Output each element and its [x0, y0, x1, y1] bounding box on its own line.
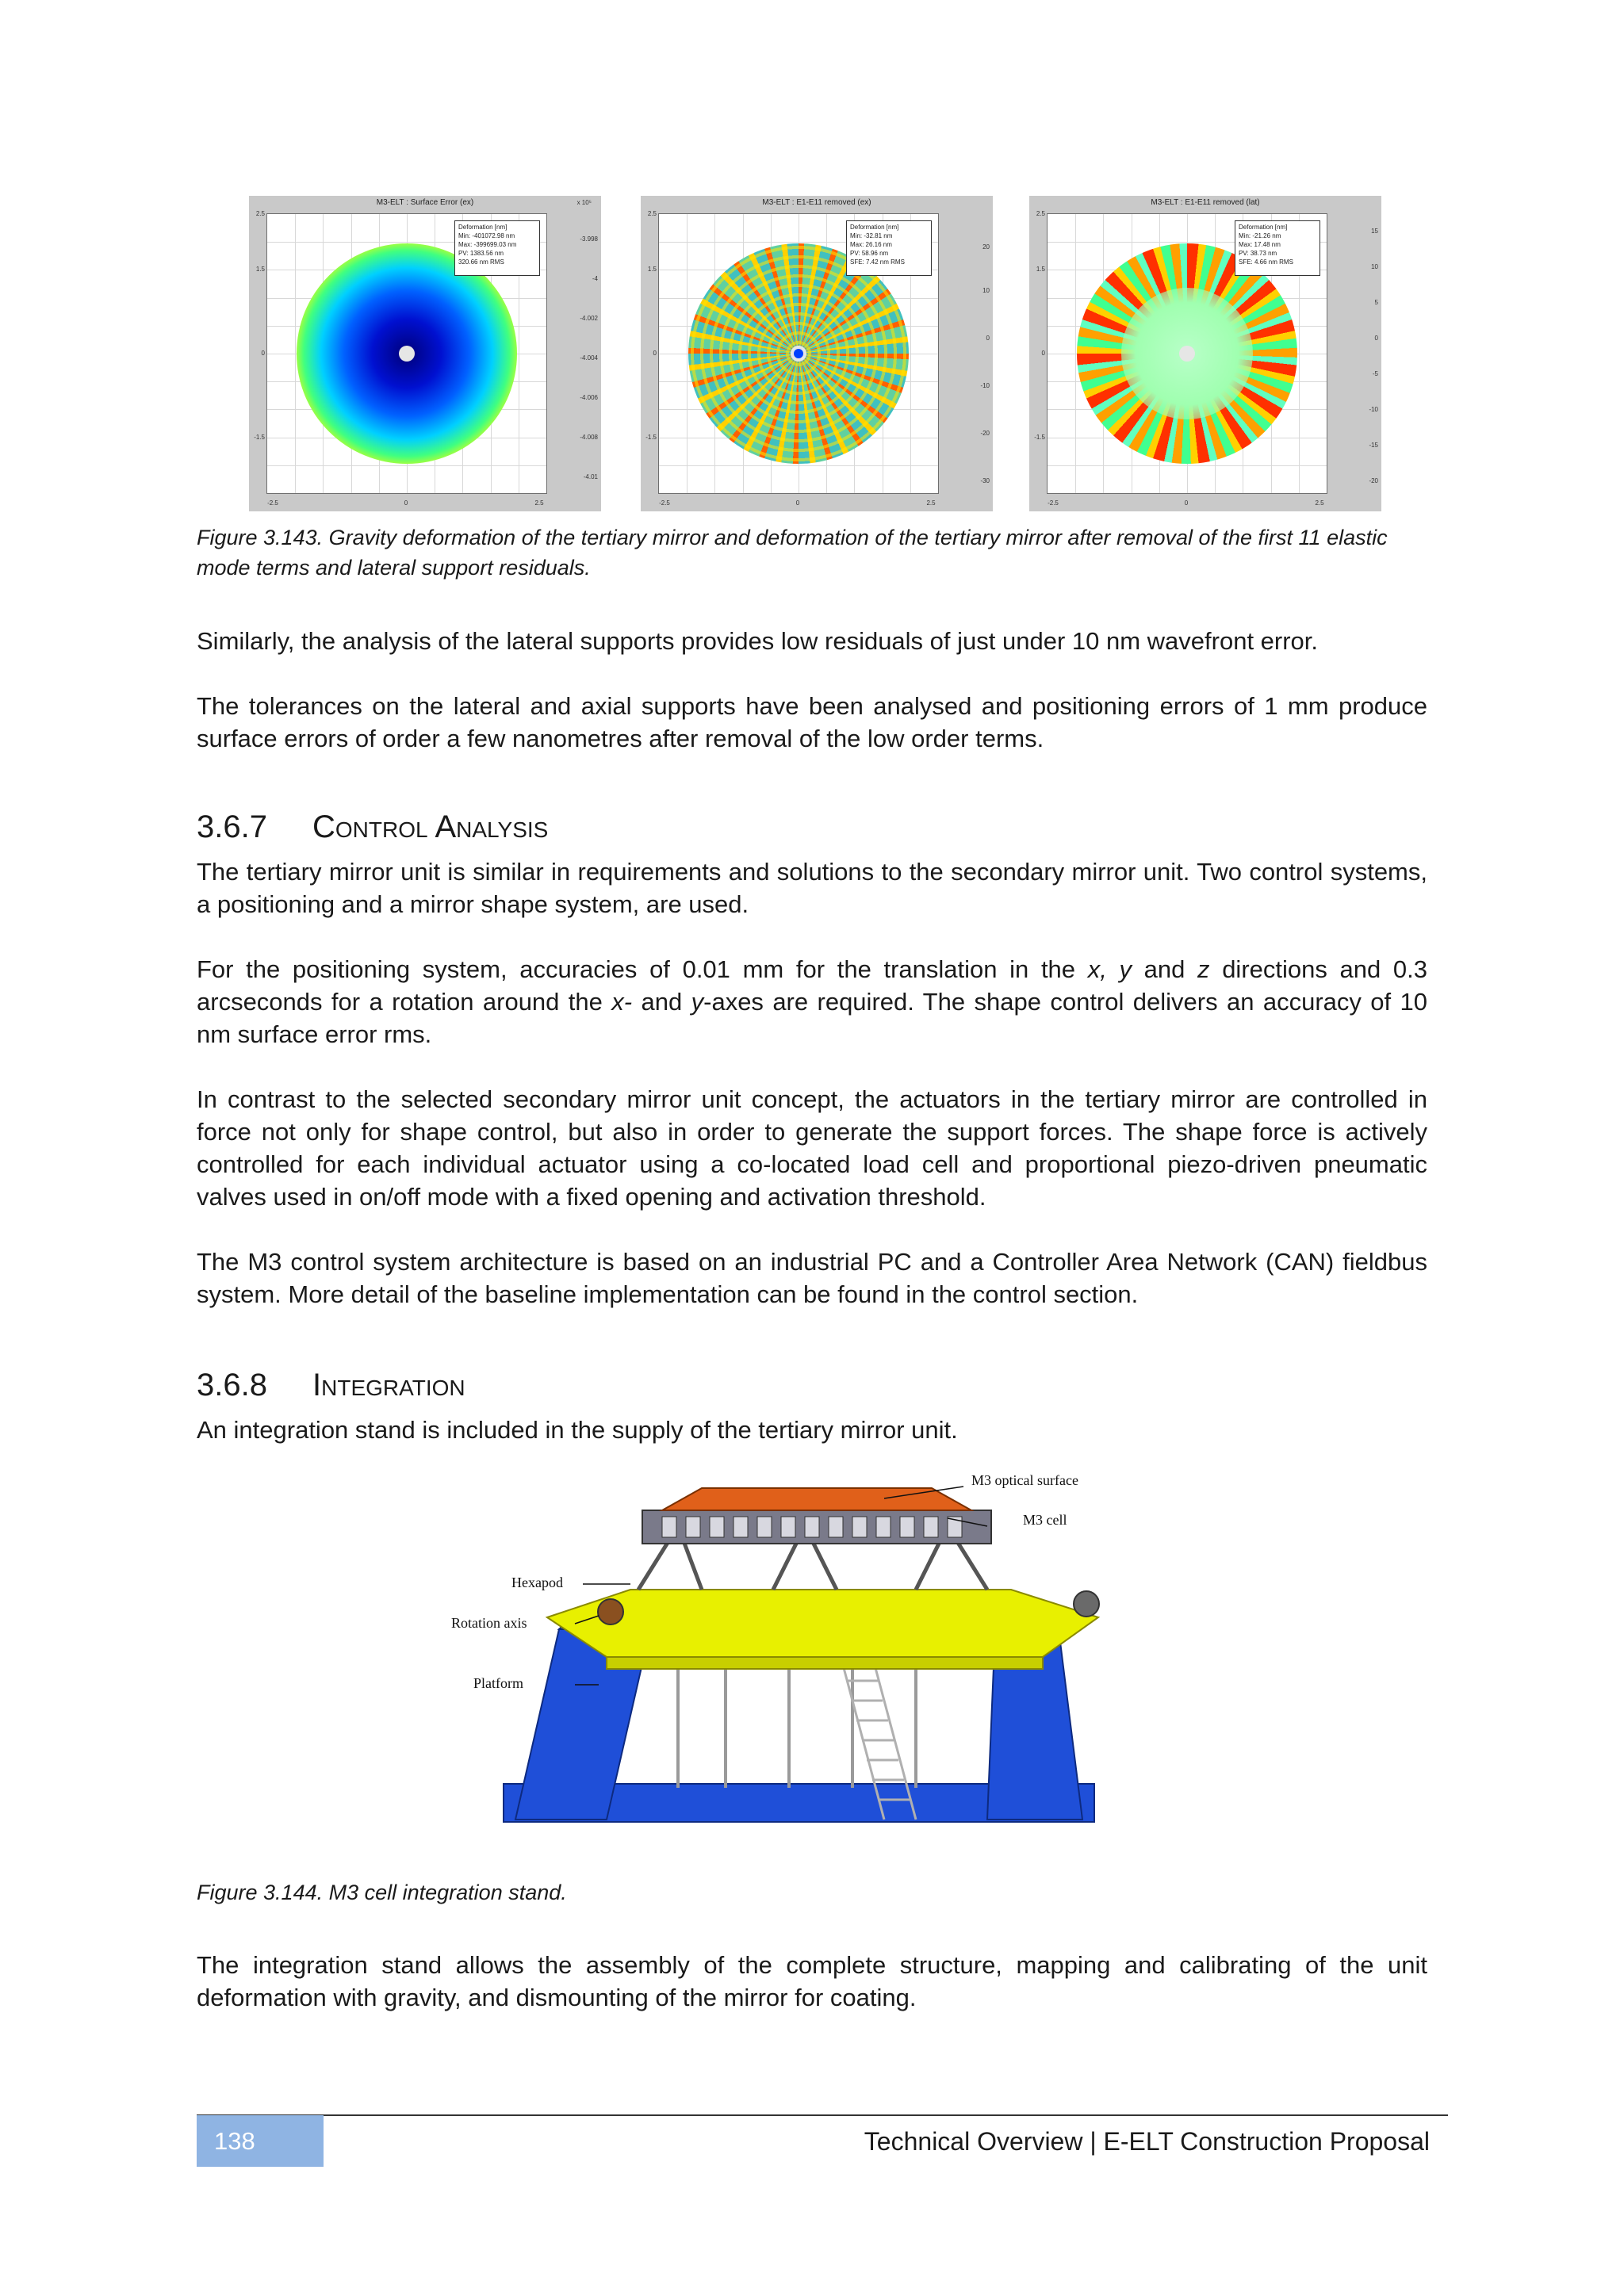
section-number: 3.6.8: [197, 1368, 267, 1402]
section-heading-control-analysis: [197, 807, 548, 847]
plot-title: M3-ELT : E1-E11 removed (ex): [762, 198, 871, 207]
paragraph-control-architecture: The M3 control system architecture is based on an industrial PC and a Controller Area Network (CAN) fieldbus system. More detail of the baseline implementation can be found in the control section.: [197, 1248, 1427, 1308]
label-m3-optical-surface: M3 optical surface: [971, 1472, 1078, 1488]
paragraph-integration-stand: An integration stand is included in the supply of the tertiary mirror unit.: [197, 1416, 958, 1444]
axial-residual-plot: M3-ELT : E1-E11 removed (ex) Deformation [nm] Min: -32.81 nm Max: 26.16 nm PV: 58.96 nm SFE: 7.42 nm RMS 2.5 1.5 0 -1.5 -2.5 0 2.5 20 10 0 -10 -20 -30: [641, 196, 993, 511]
paragraph-lateral-supports: Similarly, the analysis of the lateral supports provides low residuals of just under 10 nm wavefront error.: [197, 627, 1319, 655]
paragraph-stand-assembly: The integration stand allows the assembly of the complete structure, mapping and calibrating of the unit deformation with gravity, and dismounting of the mirror for coating.: [197, 1951, 1427, 2011]
central-hole: [399, 346, 415, 362]
plot-title: M3-ELT : E1-E11 removed (lat): [1151, 198, 1260, 207]
footer-title: Technical Overview | E-ELT Construction Proposal: [864, 2127, 1430, 2156]
central-hole: [791, 346, 806, 362]
paragraph-control-systems: The tertiary mirror unit is similar in requirements and solutions to the secondary mirror unit. Two control systems, a positioning and a mirror shape system, are used.: [197, 858, 1427, 918]
central-hole: [1179, 346, 1195, 362]
label-m3-cell: M3 cell: [1023, 1512, 1067, 1528]
paragraph-tolerances: The tolerances on the lateral and axial supports have been analysed and positioning errors of 1 mm produce surface errors of order a few nanometres after removal of the low order terms.: [197, 692, 1427, 752]
plot-axes: [1047, 213, 1327, 494]
section-heading-integration: [197, 1365, 465, 1405]
page-number: 138: [197, 2115, 324, 2167]
integration-stand-figure: [440, 1471, 1185, 1855]
surface-error-plot: M3-ELT : Surface Error (ex) Deformation [nm] Min: -401072.98 nm Max: -399699.03 nm PV: 1383.56 nm 320.66 nm RMS 2.5 1.5 0 -1.5 -2.5 0 2.5 x 10⁵ -3.998 -4 -4.002 -4.004 -4.006 -4.008 -4.01: [249, 196, 601, 511]
plot-axes: [266, 213, 547, 494]
plot-legend: Deformation [nm] Min: -401072.98 nm Max: -399699.03 nm PV: 1383.56 nm 320.66 nm RMS: [454, 220, 540, 276]
plot-title: M3-ELT : Surface Error (ex): [376, 198, 474, 207]
paragraph-actuators: In contrast to the selected secondary mirror unit concept, the actuators in the tertiary mirror are controlled in force not only for shape control, but also in order to generate the support forces. The shape force is actively controlled for each individual actuator using a co-located load cell and proportional piezo-driven pneumatic valves used in on/off mode with a fixed opening and activation threshold.: [197, 1085, 1427, 1211]
section-number: 3.6.7: [197, 809, 267, 844]
plot-legend: Deformation [nm] Min: -21.26 nm Max: 17.48 nm PV: 38.73 nm SFE: 4.66 nm RMS: [1235, 220, 1320, 276]
integration-stand-drawing: [440, 1471, 1185, 1855]
plot-legend: Deformation [nm] Min: -32.81 nm Max: 26.16 nm PV: 58.96 nm SFE: 7.42 nm RMS: [846, 220, 932, 276]
label-platform: Platform: [473, 1675, 523, 1691]
figure-caption-143: Figure 3.143. Gravity deformation of the tertiary mirror and deformation of the tertiary mirror after removal of the first 11 elastic mode terms and lateral support residuals.: [197, 526, 1388, 580]
section-title: Integration: [312, 1368, 465, 1402]
section-title: Control Analysis: [312, 809, 549, 844]
plot-axes: [658, 213, 939, 494]
label-rotation-axis: Rotation axis: [451, 1615, 527, 1631]
paragraph-positioning-accuracy: For the positioning system, accuracies of 0.01 mm for the translation in the x, y and z directions and 0.3 arcseconds for a rotation around the x- and y-axes are required. The shape control delivers an accuracy of 10 nm surface error rms.: [197, 955, 1427, 1048]
lateral-residual-plot: M3-ELT : E1-E11 removed (lat) Deformation [nm] Min: -21.26 nm Max: 17.48 nm PV: 38.73 nm SFE: 4.66 nm RMS 2.5 1.5 0 -1.5 -2.5 0 2.5 15 10 5 0 -5 -10 -15 -20: [1029, 196, 1381, 511]
figure-caption-144: Figure 3.144. M3 cell integration stand.: [197, 1881, 567, 1904]
footer-rule: [197, 2114, 1448, 2116]
label-hexapod: Hexapod: [511, 1575, 563, 1590]
